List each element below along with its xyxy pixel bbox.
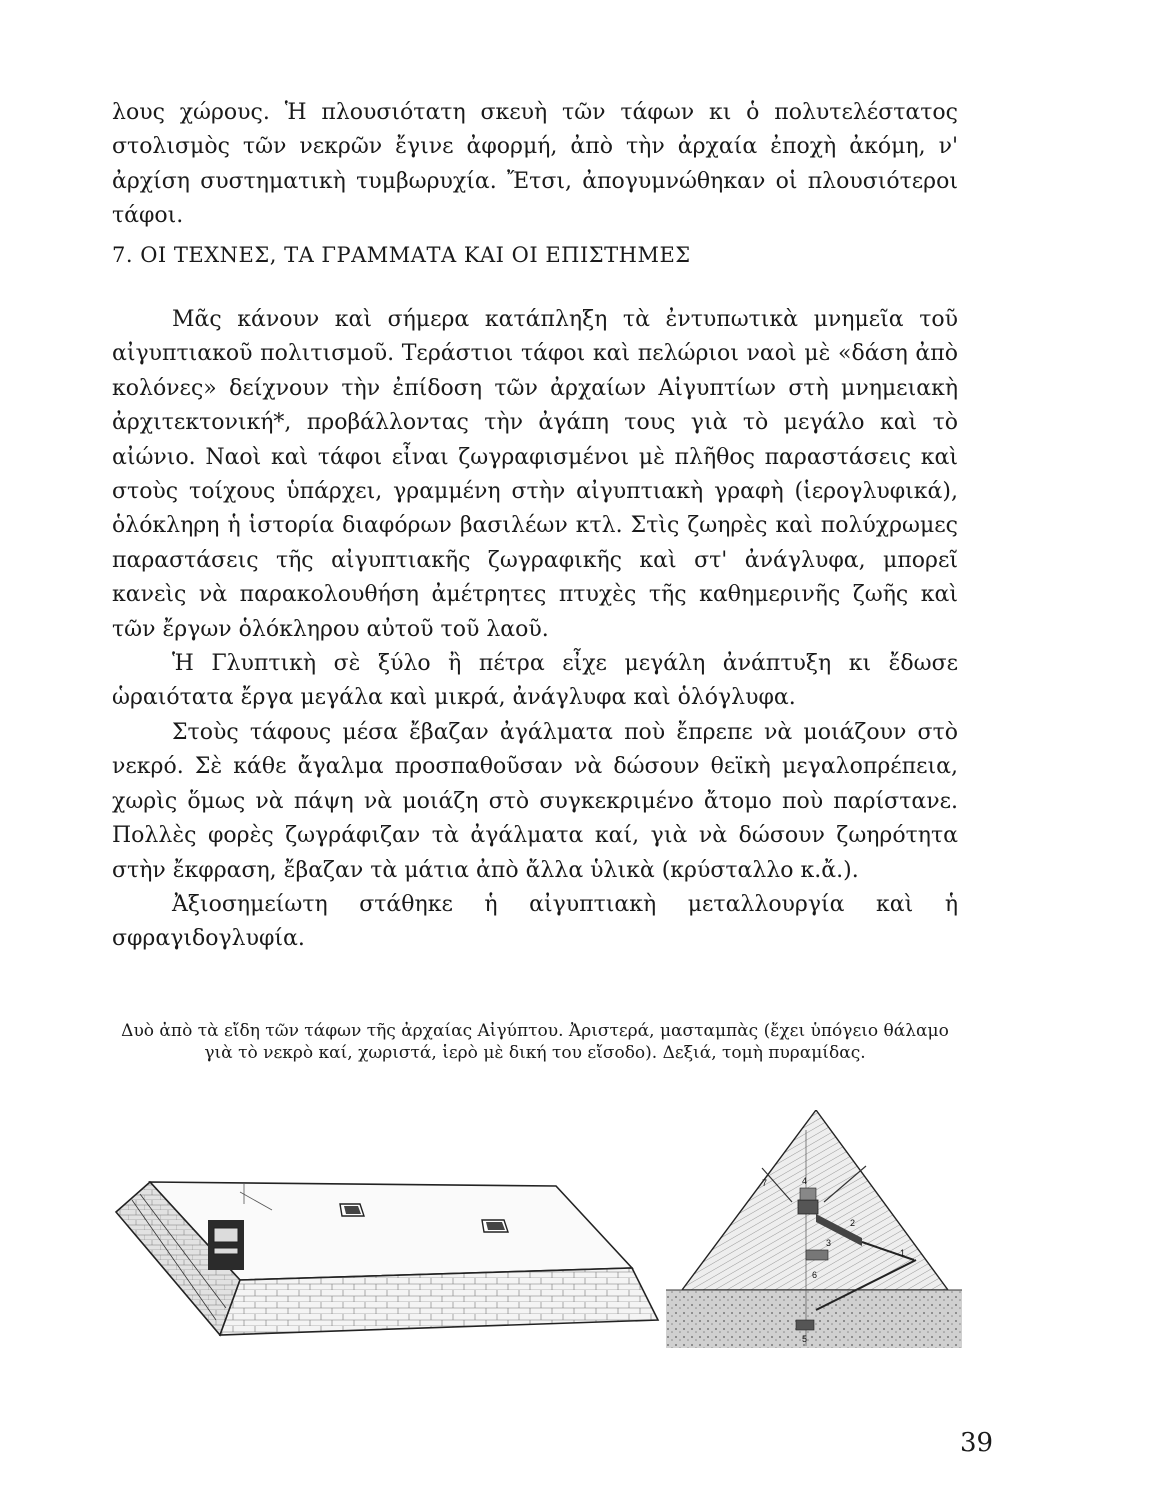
pyramid-label-5: 5 [802, 1334, 808, 1344]
page-number: 39 [960, 1428, 994, 1458]
pyramid-label-7a: 7 [762, 1178, 768, 1188]
pyramid-label-1: 1 [900, 1248, 906, 1258]
pyramid-section-illustration [666, 1110, 962, 1348]
paragraph-sculpture: Ἡ Γλυπτικὴ σὲ ξύλο ἢ πέτρα εἶχε μεγάλη ἀνάπτυξη κι ἔδωσε ὡραιότατα ἔργα μεγάλα καὶ μικρά, ἀνάγλυφα καὶ ὁλόγλυφα. [112, 651, 958, 711]
pyramid-label-6: 6 [812, 1270, 818, 1280]
pyramid-label-2: 2 [850, 1218, 856, 1228]
section-heading: 7. ΟΙ ΤΕΧΝΕΣ, ΤΑ ΓΡΑΜΜΑΤΑ ΚΑΙ ΟΙ ΕΠΙΣΤΗΜΕΣ [112, 243, 691, 267]
paragraph-metalwork: Ἀξιοσημείωτη στάθηκε ἡ αἰγυπτιακὴ μεταλλουργία καὶ ἡ σφραγιδογλυφία. [112, 891, 958, 952]
body-text [112, 303, 958, 957]
paragraph-top-text: λους χώρους. Ἡ πλουσιότατη σκευὴ τῶν τάφων κι ὁ πολυτελέστατος στολισμὸς τῶν νεκρῶν ἔγινε ἀφορμή, ἀπὸ τὴν ἀρχαία ἐποχὴ ἀκόμη, ν' ἀρχίση συστηματικὴ τυμβωρυχία. Ἔτσι, ἀπογυμνώθηκαν οἱ πλουσιότεροι τάφοι. [112, 100, 958, 229]
mastaba-illustration [112, 1170, 662, 1340]
pyramid-label-4: 4 [802, 1176, 808, 1186]
figure-caption: Δυὸ ἀπὸ τὰ εἴδη τῶν τάφων τῆς ἀρχαίας Αἰγύπτου. Ἀριστερά, μασταμπὰς (ἔχει ὑπόγειο θάλαμο γιὰ τὸ νεκρὸ καί, χωριστά, ἱερὸ μὲ δική του εἴσοδο). Δεξιά, τομὴ πυραμίδας. [121, 1021, 949, 1063]
paragraph-continued [112, 96, 958, 234]
paragraph-statues: Στοὺς τάφους μέσα ἔβαζαν ἀγάλματα ποὺ ἔπρεπε νὰ μοιάζουν στὸ νεκρό. Σὲ κάθε ἄγαλμα προσπαθοῦσαν νὰ δώσουν θεϊκὴ μεγαλοπρέπεια, χωρὶς ὅμως νὰ πάψη νὰ μοιάζη στὸ συγκεκριμένο ἄτομο ποὺ παρίστανε. Πολλὲς φορὲς ζωγράφιζαν τὰ ἀγάλματα καί, γιὰ νὰ δώσουν ζωηρότητα στὴν ἔκφραση, ἔβαζαν τὰ μάτια ἀπὸ ἄλλα ὑλικὰ (κρύσταλλο κ.ἄ.). [112, 719, 958, 883]
paragraph-monuments: Μᾶς κάνουν καὶ σήμερα κατάπληξη τὰ ἐντυπωτικὰ μνημεῖα τοῦ αἰγυπτιακοῦ πολιτισμοῦ. Τεράστιοι τάφοι καὶ πελώριοι ναοὶ μὲ «δάση ἀπὸ κολόνες» δείχνουν τὴν ἐπίδοση τῶν ἀρχαίων Αἰγυπτίων στὴ μνημειακὴ ἀρχιτεκτονική*, προβάλλοντας τὴν ἀγάπη τους γιὰ τὸ μεγάλο καὶ τὸ αἰώνιο. Ναοὶ καὶ τάφοι εἶναι ζωγραφισμένοι μὲ πλῆθος παραστάσεις καὶ στοὺς τοίχους ὑπάρχει, γραμμένη στὴν αἰγυπτιακὴ γραφὴ (ἱερογλυφικά), ὁλόκληρη ἡ ἱστορία διαφόρων βασιλέων κτλ. Στὶς ζωηρὲς καὶ πολύχρωμες παραστάσεις τῆς αἰγυπτιακῆς ζωγραφικῆς καὶ στ' ἀνάγλυφα, μπορεῖ κανεὶς νὰ παρακολουθήση ἀμέτρητες πτυχὲς τῆς καθημερινῆς ζωῆς καὶ τῶν ἔργων ὁλόκληρου αὐτοῦ τοῦ λαοῦ. [112, 307, 958, 642]
pyramid-label-3: 3 [826, 1238, 832, 1248]
